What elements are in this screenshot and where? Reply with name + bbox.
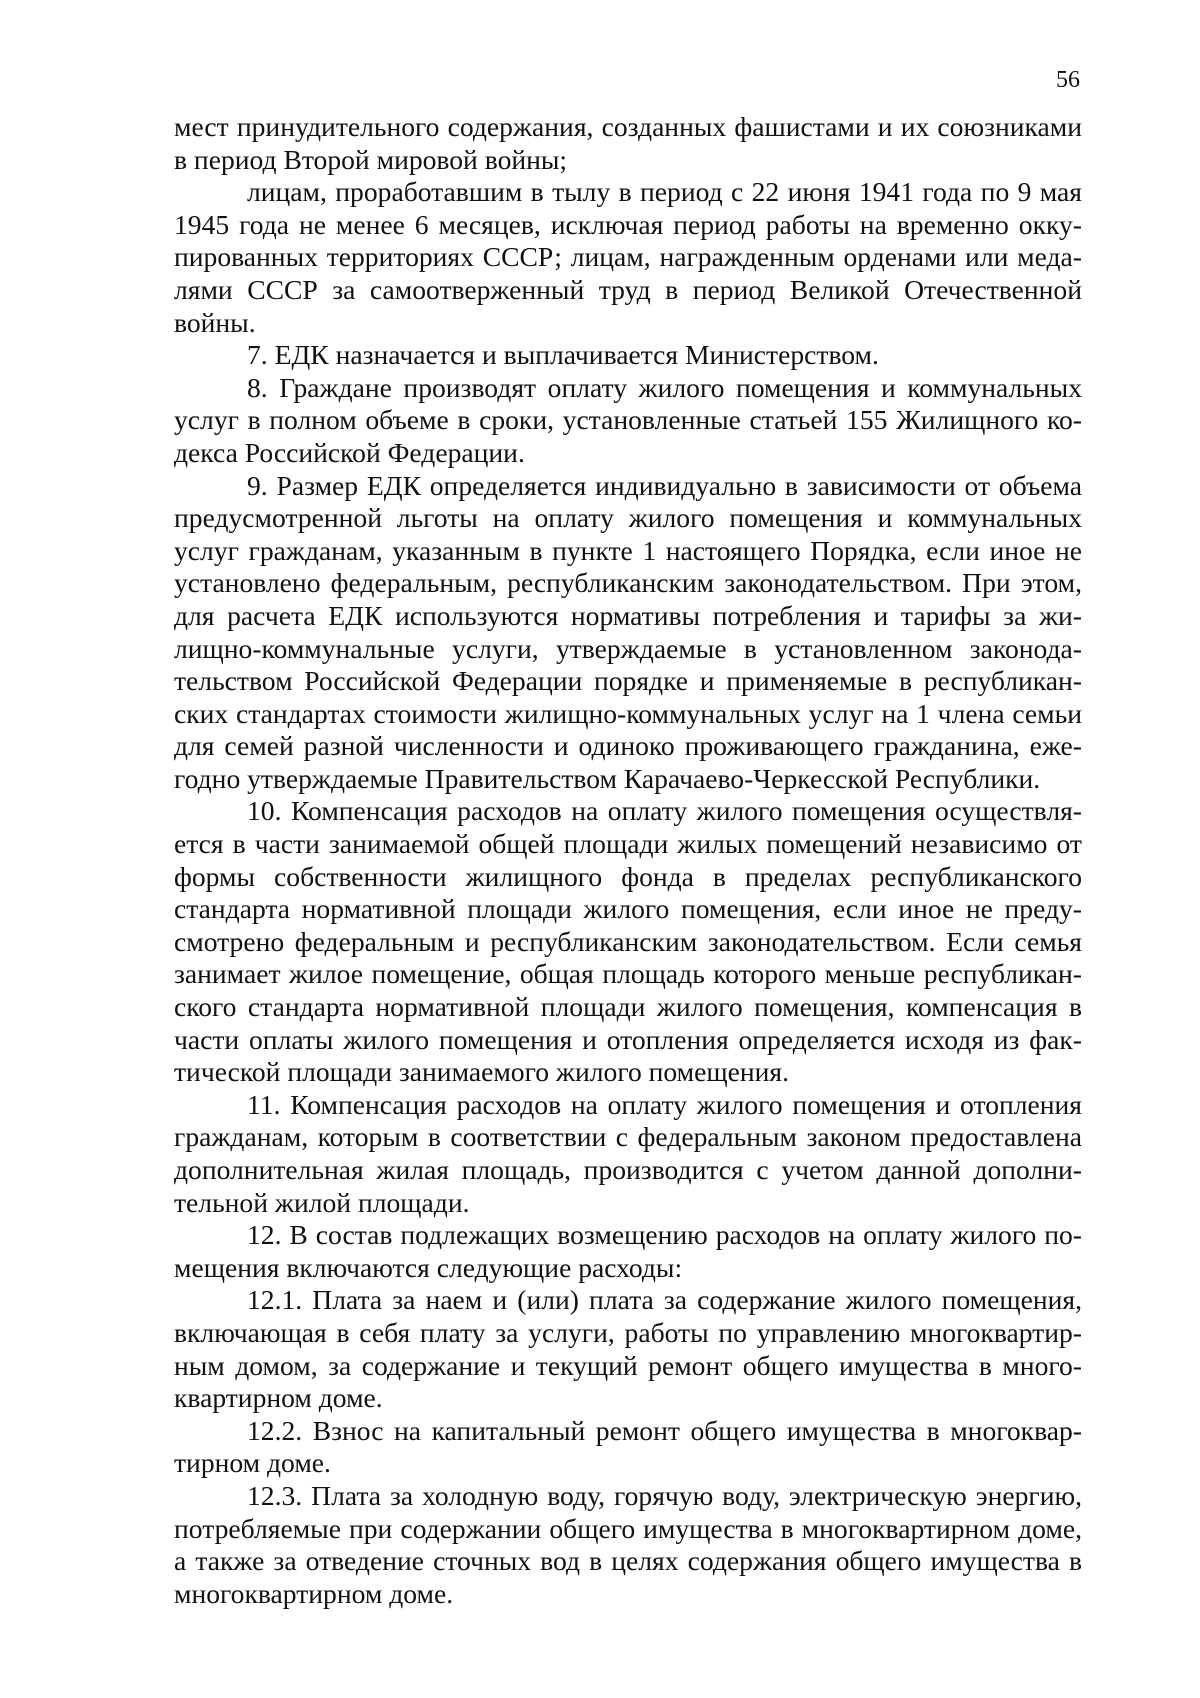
paragraph: мест принудительного содержания, созданных фашистами и их союзниками в период Второй мировой войны; (174, 111, 1082, 175)
paragraph: 12. В состав подлежащих возмещению расходов на оплату жилого помещения включаются следующие расходы: (174, 1219, 1082, 1283)
document-body (174, 111, 1082, 1610)
paragraph: 12.3. Плата за холодную воду, горячую воду, электрическую энергию, потребляемые при содержании общего имущества в многоквартирном доме, а также за отведение сточных вод в целях содержания общего имущества в многоквартирном доме. (174, 1479, 1082, 1609)
paragraph: 8. Граждане производят оплату жилого помещения и коммунальных услуг в полном объеме в сроки, установленные статьей 155 Жилищного кодекса Российской Федерации. (174, 371, 1082, 468)
paragraph: 12.1. Плата за наем и (или) плата за содержание жилого помещения, включающая в себя плату за услуги, работы по управлению многоквартирным домом, за содержание и текущий ремонт общего имущества в многоквартирном доме. (174, 1284, 1082, 1414)
page-number: 56 (1056, 67, 1080, 93)
paragraph: 11. Компенсация расходов на оплату жилого помещения и отопления гражданам, которым в соответствии с федеральным законом предоставлена дополнительная жилая площадь, производится с учетом данной дополнительной жилой площади. (174, 1088, 1082, 1218)
paragraph: 9. Размер ЕДК определяется индивидуально в зависимости от объема предусмотренной льготы на оплату жилого помещения и коммунальных услуг гражданам, указанным в пункте 1 настоящего Порядка, если иное не установлено федеральным, республиканским законодательством. При этом, для расчета ЕДК используются нормативы потребления и тарифы за жилищно-коммунальные услуги, утверждаемые в установленном законодательством Российской Федерации порядке и применяемые в республиканских стандартах стоимости жилищно-коммунальных услуг на 1 члена семьи для семей разной численности и одиноко проживающего гражданина, ежегодно утверждаемые Правительством Карачаево-Черкесской Республики. (174, 469, 1082, 794)
paragraph: лицам, проработавшим в тылу в период с 22 июня 1941 года по 9 мая 1945 года не менее 6 месяцев, исключая период работы на временно оккупированных территориях СССР; лицам, награжденным орденами или медалями СССР за самоотверженный труд в период Великой Отечественной войны. (174, 176, 1082, 338)
paragraph: 12.2. Взнос на капитальный ремонт общего имущества в многоквартирном доме. (174, 1414, 1082, 1479)
paragraph: 7. ЕДК назначается и выплачивается Министерством. (247, 339, 879, 371)
paragraph: 10. Компенсация расходов на оплату жилого помещения осуществляется в части занимаемой общей площади жилых помещений независимо от формы собственности жилищного фонда в пределах республиканского стандарта нормативной площади жилого помещения, если иное не предусмотрено федеральным и республиканским законодательством. Если семья занимает жилое помещение, общая площадь которого меньше республиканского стандарта нормативной площади жилого помещения, компенсация в части оплаты жилого помещения и отопления определяется исходя из фактической площади занимаемого жилого помещения. (174, 795, 1082, 1088)
